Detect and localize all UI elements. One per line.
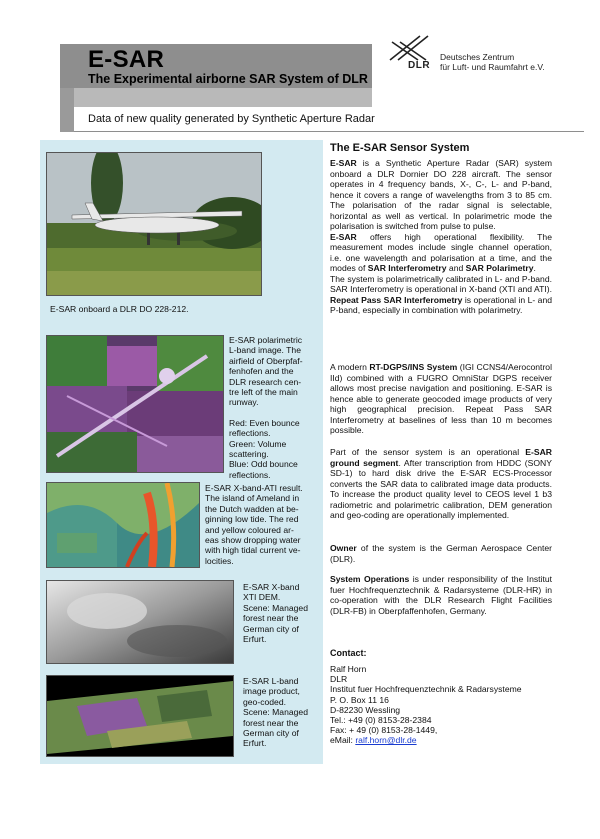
lband-caption bbox=[243, 676, 321, 749]
bold-term: E-SAR ground segment bbox=[330, 447, 552, 468]
caption-line: reflections. bbox=[229, 469, 271, 480]
caption-line: Green: Volume bbox=[229, 438, 287, 449]
paragraph-text: of the system is the German Aerospace Center (DLR). bbox=[330, 543, 552, 564]
caption-line: tre left of the main bbox=[229, 387, 298, 398]
paragraph-text: The system is polarimetrically calibrated in L- and P-band. SAR Interferometry is operational in X-band (XTI and ATI). bbox=[330, 273, 552, 294]
caption-line: Red: Even bounce bbox=[229, 417, 300, 428]
body-text-4 bbox=[330, 543, 552, 564]
logo-text bbox=[440, 52, 545, 72]
paragraph-text: is operational in L- and P-band, especially in combination with polarimetry. bbox=[330, 294, 552, 315]
caption-line: reflections. bbox=[229, 428, 271, 439]
paragraph-text: (IGI CCNS4/Aerocontrol IId) combined with a FUGRO OmniStar DGPS receiver allows most precise navigation and positioning. E-SAR is hence able to generate geocoded image products of very high geographical precision. Repeat Pass SAR Interferometry at baselines of less than 10 m becomes possible. bbox=[330, 362, 552, 435]
caption-line: ginning low tide. The red bbox=[205, 514, 299, 525]
caption-line: The island of Ameland in bbox=[205, 493, 300, 504]
contact-line: DLR bbox=[330, 674, 348, 685]
email-label: eMail: bbox=[330, 735, 356, 746]
caption-line: and yellow coloured ar- bbox=[205, 524, 294, 535]
caption-line: Blue: Odd bounce bbox=[229, 459, 298, 470]
caption-line: E-SAR L-band bbox=[243, 676, 299, 686]
paragraph-text: is a Synthetic Aperture Radar (SAR) system onboard a DLR Dornier DO 228 aircraft. The sensor operates in 4 frequency bands, X-, C-, L- and P-band, hence it covers a range of wavelengths from 3 to 85 cm. The polarisation of the radar signal is selectable, horizontal as well as vertical. In polarimetric mode the polarisation is switched from pulse to pulse. bbox=[330, 158, 552, 231]
contact-line: D-82230 Wessling bbox=[330, 704, 401, 715]
bold-term: E-SAR bbox=[330, 231, 357, 242]
caption-line: with high tidal current ve- bbox=[205, 545, 301, 556]
caption-line: E-SAR X-band-ATI result. bbox=[205, 483, 303, 493]
caption-line: E-SAR polarimetric bbox=[229, 335, 303, 345]
paragraph-text: A modern bbox=[330, 362, 370, 372]
bold-term: Repeat Pass SAR Interferometry bbox=[330, 294, 463, 305]
paragraph-text: offers high operational flexibility. The measurement modes include single channel operation, i.e. one wavelength and polarisation at a time, and the modes of bbox=[330, 231, 552, 273]
ati-image bbox=[46, 482, 200, 568]
aircraft-caption: E-SAR onboard a DLR DO 228-212. bbox=[50, 304, 189, 314]
contact-line: Fax: + 49 (0) 8153-28-1449, bbox=[330, 725, 438, 736]
paragraph-text: . bbox=[533, 263, 536, 273]
body-text-2 bbox=[330, 362, 552, 436]
contact-line: Tel.: +49 (0) 8153-28-2384 bbox=[330, 715, 432, 726]
ati-caption bbox=[205, 483, 321, 566]
caption-line: Scene: Managed bbox=[243, 707, 308, 718]
logo-abbr: DLR bbox=[408, 60, 431, 71]
paragraph-intro bbox=[330, 158, 552, 232]
logo-line-1: Deutsches Zentrum bbox=[440, 52, 515, 62]
paragraph-text: is under responsibility of the Institut fuer Hochfrequenztechnik & Radarsysteme (DLR-HR) in co-operation with the DLR Research Flight Facilities (DLR-FB) in Oberpfaffenhofen, Germany. bbox=[330, 574, 552, 616]
email-link[interactable]: ralf.horn@dlr.de bbox=[355, 735, 417, 746]
caption-line: forest near the bbox=[243, 717, 299, 728]
caption-line: runway. bbox=[229, 397, 259, 408]
contact-block bbox=[330, 664, 522, 746]
polarimetric-image bbox=[46, 335, 224, 473]
page-subtitle: The Experimental airborne SAR System of DLR bbox=[88, 72, 368, 86]
caption-line: scattering. bbox=[229, 449, 269, 460]
aircraft-photo bbox=[46, 152, 262, 296]
paragraph-text: Part of the sensor system is an operational bbox=[330, 447, 526, 457]
bold-term: SAR Interferometry bbox=[367, 263, 447, 273]
body-text-1 bbox=[330, 158, 552, 316]
paragraph-operations bbox=[330, 574, 552, 616]
header-vertical-bar bbox=[60, 88, 74, 132]
bold-term: SAR Polarimetry bbox=[465, 263, 534, 273]
contact-line: Institut fuer Hochfrequenztechnik & Radarsysteme bbox=[330, 684, 522, 695]
paragraph-text: and bbox=[446, 263, 466, 273]
caption-spacer bbox=[229, 408, 319, 418]
contact-line: Ralf Horn bbox=[330, 664, 367, 674]
caption-line: German city of bbox=[243, 728, 299, 739]
caption-line: L-band image. The bbox=[229, 345, 301, 356]
header-bar-lower bbox=[60, 88, 372, 107]
caption-line: Erfurt. bbox=[243, 738, 267, 749]
paragraph-text: . After transcription from HDDC (SONY SD-1) to hard disk drive the E-SAR ECS-Processor converts the SAR data to calibrated image data products. To increase the product quality level to CEOS level 1 b3 radiometric and polarimetric calibration, DEM generation and geo-coding are operationally implemented. bbox=[330, 457, 552, 520]
dem-caption bbox=[243, 582, 321, 644]
caption-line: DLR research cen- bbox=[229, 376, 302, 387]
bold-term: E-SAR bbox=[330, 158, 357, 168]
caption-line: E-SAR X-band bbox=[243, 582, 300, 592]
body-text-5 bbox=[330, 574, 552, 616]
caption-line: fenhofen and the bbox=[229, 366, 294, 377]
dem-image bbox=[46, 580, 234, 664]
bold-term: RT-DGPS/INS System bbox=[369, 362, 458, 372]
bold-term: Owner bbox=[330, 543, 357, 553]
caption-line: forest near the bbox=[243, 613, 299, 624]
polarimetric-caption bbox=[229, 335, 319, 480]
caption-line: XTI DEM. bbox=[243, 592, 281, 603]
caption-line: geo-coded. bbox=[243, 696, 287, 707]
caption-line: locities. bbox=[205, 555, 234, 566]
logo-line-2: für Luft- und Raumfahrt e.V. bbox=[440, 62, 545, 72]
contact-title: Contact: bbox=[330, 648, 367, 658]
tagline: Data of new quality generated by Synthetic Aperture Radar bbox=[88, 113, 375, 125]
lband-image bbox=[46, 675, 234, 757]
caption-line: airfield of Oberpfaf- bbox=[229, 355, 303, 366]
paragraph-ground-segment bbox=[330, 447, 552, 521]
caption-line: Scene: Managed bbox=[243, 602, 308, 613]
paragraph-flexibility bbox=[330, 232, 552, 274]
caption-line: Erfurt. bbox=[243, 634, 267, 645]
contact-line: P. O. Box 11 16 bbox=[330, 694, 389, 705]
header-divider bbox=[74, 131, 584, 132]
paragraph-calibration bbox=[330, 274, 552, 316]
caption-line: German city of bbox=[243, 623, 299, 634]
caption-line: image product, bbox=[243, 686, 300, 697]
paragraph-navigation bbox=[330, 362, 552, 436]
paragraph-owner bbox=[330, 543, 552, 564]
caption-line: the Dutch wadden at be- bbox=[205, 503, 299, 514]
bold-term: System Operations bbox=[330, 574, 410, 584]
email-line bbox=[330, 735, 522, 745]
body-text-3 bbox=[330, 447, 552, 521]
page-title: E-SAR bbox=[88, 46, 165, 73]
caption-line: eas show dropping water bbox=[205, 535, 301, 546]
section-title: The E-SAR Sensor System bbox=[330, 142, 470, 154]
